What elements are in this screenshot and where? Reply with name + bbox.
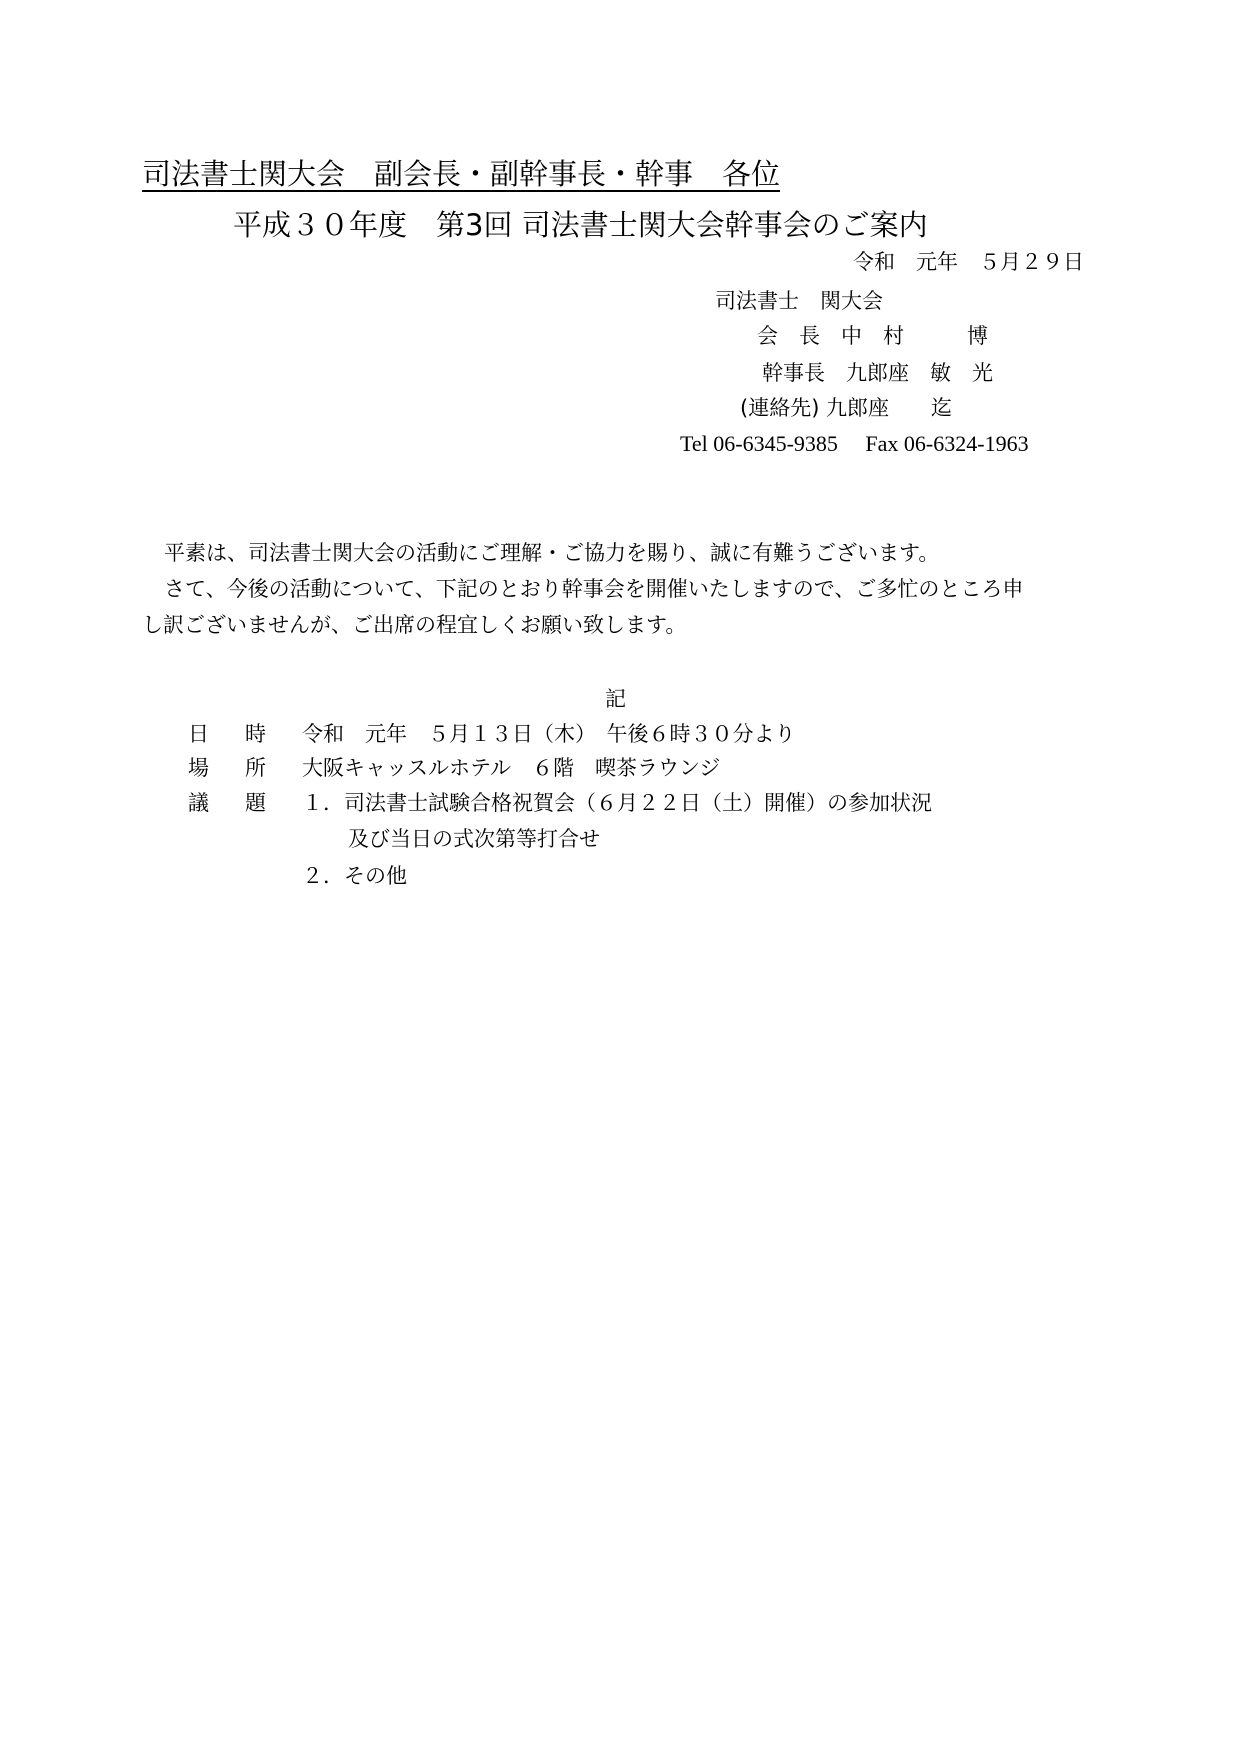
body-paragraph-1: 平素は、司法書士関大会の活動にご理解・ご協力を賜り、誠に有難うございます。 — [164, 541, 940, 565]
sender-president: 会 長 中 村 博 — [757, 324, 988, 348]
label-char: 題 — [245, 791, 266, 815]
issue-date: 令和 元年 ５月２９日 — [853, 250, 1084, 274]
notice-heading: 記 — [605, 687, 626, 711]
notice-value-agenda-item-1-continued: 及び当日の式次第等打合せ — [348, 827, 600, 851]
notice-value-place: 大阪キャッスルホテル ６階 喫茶ラウンジ — [302, 756, 721, 780]
notice-value-datetime: 令和 元年 ５月１３日（木） 午後６時３０分より — [302, 722, 796, 746]
notice-label-place — [188, 752, 266, 782]
label-char: 時 — [245, 722, 266, 746]
sender-secretary: 幹事長 九郎座 敏 光 — [762, 361, 993, 385]
label-char: 議 — [188, 791, 209, 815]
label-char: 日 — [188, 722, 209, 746]
notice-label-agenda — [188, 787, 266, 817]
body-paragraph-2-line-2: し訳ございませんが、ご出席の程宜しくお願い致します。 — [142, 613, 687, 637]
sender-organization: 司法書士 関大会 — [715, 289, 883, 313]
notice-label-datetime — [188, 718, 266, 748]
body-paragraph-2-line-1: さて、今後の活動について、下記のとおり幹事会を開催いたしますので、ご多忙のところ申 — [164, 577, 1024, 601]
label-char: 場 — [188, 756, 209, 780]
label-char: 所 — [245, 756, 266, 780]
sender-tel-fax: Tel 06-6345-9385 Fax 06-6324-1963 — [680, 431, 1029, 456]
sender-contact-person: (連絡先) 九郎座 迄 — [740, 396, 953, 420]
addressee-line: 司法書士関大会 副会長・副幹事長・幹事 各位 — [142, 157, 781, 191]
document-title: 平成３０年度 第3回 司法書士関大会幹事会のご案内 — [233, 208, 928, 242]
notice-value-agenda-item-2: ２．その他 — [302, 864, 407, 888]
notice-value-agenda-item-1: １．司法書士試験合格祝賀会（６月２２日（土）開催）の参加状況 — [302, 791, 932, 815]
